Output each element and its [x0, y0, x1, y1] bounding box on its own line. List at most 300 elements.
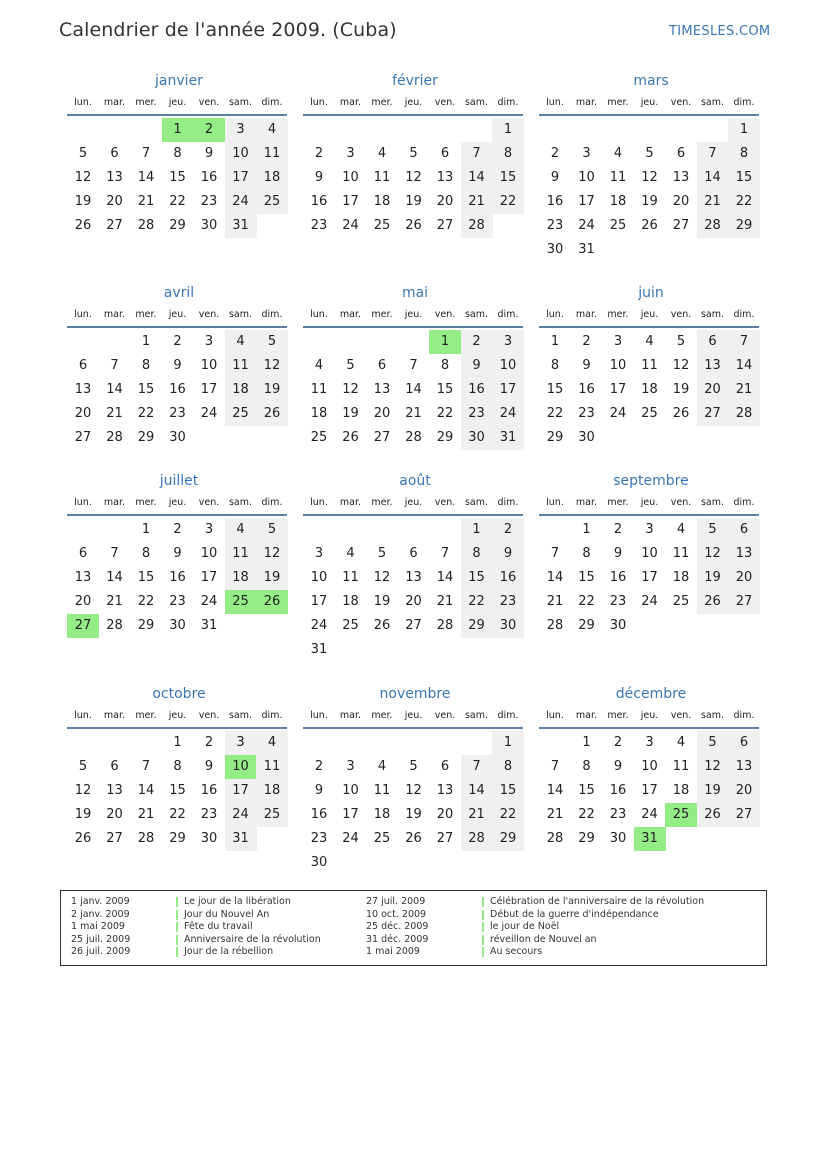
day-cell: 4	[256, 118, 288, 142]
day-cell: 11	[225, 354, 257, 378]
day-cell: 19	[672, 382, 690, 397]
day-cell: 7	[461, 755, 493, 779]
weekday-header: jeu.	[168, 309, 187, 320]
day-cell: 26	[697, 590, 729, 614]
day-cell: 2	[204, 735, 214, 750]
day-cell: 14	[546, 783, 564, 798]
day-cell: 28	[436, 618, 454, 633]
month-name: mai	[401, 285, 429, 301]
weekday-header: jeu.	[404, 710, 423, 721]
day-cell: 16	[609, 783, 627, 798]
day-cell: 3	[225, 731, 257, 755]
day-cell: 2	[173, 522, 182, 537]
day-cell: 13	[74, 382, 92, 397]
day-cell: 23	[200, 194, 218, 209]
month-name: janvier	[155, 73, 203, 89]
legend-holiday-marker	[176, 947, 178, 957]
day-cell: 13	[728, 542, 760, 566]
legend-holiday-name: Le jour de la libération	[184, 896, 291, 907]
weekday-header: mer.	[135, 309, 157, 320]
day-cell: 6	[440, 146, 450, 161]
weekday-header: lun.	[74, 497, 92, 508]
legend-holiday-name: Anniversaire de la révolution	[184, 933, 321, 945]
day-cell: 17	[310, 594, 328, 609]
day-cell: 12	[697, 755, 729, 779]
day-cell: 1	[173, 735, 182, 750]
day-cell: 18	[672, 570, 690, 585]
day-cell: 5	[697, 518, 729, 542]
day-cell: 29	[492, 827, 524, 851]
day-cell: 7	[697, 142, 729, 166]
day-cell: 18	[256, 779, 288, 803]
weekday-header: mar.	[339, 309, 362, 320]
holiday-day-cell: 25	[665, 803, 697, 827]
day-cell: 20	[697, 378, 729, 402]
day-cell: 15	[578, 570, 595, 585]
day-cell: 8	[550, 358, 560, 373]
day-cell: 30	[609, 618, 627, 633]
day-cell: 19	[641, 194, 658, 209]
day-cell: 31	[225, 214, 257, 238]
weekday-header: mar.	[575, 97, 598, 108]
holiday-day-cell: 25	[225, 590, 257, 614]
day-cell: 9	[314, 783, 324, 798]
day-cell: 17	[641, 783, 658, 798]
header-rule	[303, 727, 523, 729]
weekday-header: jeu.	[640, 497, 659, 508]
weekday-header: ven.	[670, 97, 692, 108]
day-cell: 16	[169, 570, 186, 585]
day-cell: 22	[578, 807, 595, 822]
weekday-header: lun.	[310, 497, 328, 508]
day-cell: 19	[74, 807, 92, 822]
day-cell: 24	[225, 803, 257, 827]
day-cell: 15	[728, 166, 760, 190]
weekday-header: jeu.	[640, 309, 659, 320]
day-cell: 26	[641, 218, 658, 233]
day-cell: 7	[461, 142, 493, 166]
weekday-header: mer.	[135, 497, 157, 508]
weekday-header: ven.	[198, 97, 220, 108]
day-cell: 30	[310, 855, 328, 870]
day-cell: 16	[578, 382, 595, 397]
day-cell: 9	[314, 170, 324, 185]
day-cell: 28	[461, 827, 493, 851]
day-cell: 14	[461, 779, 493, 803]
weekday-header: lun.	[546, 710, 564, 721]
day-cell: 13	[405, 570, 422, 585]
day-cell: 20	[106, 807, 123, 822]
day-cell: 7	[440, 546, 450, 561]
weekday-header: dim.	[497, 309, 519, 320]
day-cell: 29	[578, 618, 595, 633]
day-cell: 9	[613, 546, 623, 561]
day-cell: 29	[728, 214, 760, 238]
weekday-header: mar.	[103, 309, 126, 320]
day-cell: 1	[582, 735, 591, 750]
day-cell: 5	[377, 546, 387, 561]
day-cell: 15	[492, 779, 524, 803]
weekday-header: mer.	[607, 97, 629, 108]
weekday-header: mar.	[103, 710, 126, 721]
day-cell: 2	[550, 146, 560, 161]
day-cell: 22	[169, 807, 186, 822]
day-cell: 1	[550, 334, 560, 349]
day-cell: 21	[405, 406, 422, 421]
day-cell: 19	[697, 566, 729, 590]
day-cell: 2	[492, 518, 524, 542]
header-rule	[539, 326, 759, 328]
day-cell: 10	[609, 358, 627, 373]
day-cell: 19	[74, 194, 92, 209]
day-cell: 1	[582, 522, 591, 537]
weekday-header: dim.	[733, 497, 755, 508]
day-cell: 24	[641, 594, 658, 609]
month-name: décembre	[615, 686, 687, 702]
day-cell: 6	[78, 546, 88, 561]
day-cell: 24	[492, 402, 524, 426]
header-rule	[67, 114, 287, 116]
day-cell: 16	[609, 570, 627, 585]
day-cell: 28	[461, 214, 493, 238]
month-name: novembre	[379, 686, 451, 702]
day-cell: 9	[204, 759, 214, 774]
month-name: juin	[638, 285, 664, 301]
weekday-header: sam.	[464, 710, 489, 721]
day-cell: 15	[492, 166, 524, 190]
weekday-header: mar.	[575, 309, 598, 320]
day-cell: 9	[173, 546, 182, 561]
day-cell: 20	[405, 594, 422, 609]
day-cell: 10	[342, 783, 359, 798]
legend-date: 31 déc. 2009	[366, 933, 429, 945]
weekday-header: mer.	[607, 710, 629, 721]
day-cell: 7	[141, 146, 151, 161]
month-name: avril	[163, 285, 195, 301]
month-name: juillet	[159, 473, 199, 489]
day-cell: 31	[492, 426, 524, 450]
weekday-header: dim.	[261, 497, 283, 508]
brand-link[interactable]: TIMESLES.COM	[669, 24, 771, 39]
day-cell: 5	[409, 759, 418, 774]
weekday-header: sam.	[228, 497, 253, 508]
day-cell: 6	[409, 546, 418, 561]
day-cell: 18	[256, 166, 288, 190]
day-cell: 27	[728, 590, 760, 614]
header-rule	[539, 114, 759, 116]
day-cell: 5	[346, 358, 355, 373]
day-cell: 25	[225, 402, 257, 426]
day-cell: 30	[492, 614, 524, 638]
day-cell: 8	[173, 759, 182, 774]
weekday-header: sam.	[228, 97, 253, 108]
day-cell: 25	[256, 190, 288, 214]
month-name: septembre	[613, 473, 689, 489]
day-cell: 4	[613, 146, 623, 161]
day-cell: 26	[405, 218, 422, 233]
weekday-header: lun.	[310, 710, 328, 721]
legend-date: 1 mai 2009	[366, 946, 420, 957]
day-cell: 22	[578, 594, 595, 609]
day-cell: 16	[310, 807, 328, 822]
day-cell: 6	[676, 146, 686, 161]
day-cell: 29	[137, 430, 155, 445]
holiday-day-cell: 1	[162, 118, 194, 142]
weekday-header: sam.	[464, 97, 489, 108]
weekday-header: dim.	[733, 710, 755, 721]
weekday-header: lun.	[546, 309, 564, 320]
day-cell: 1	[728, 118, 760, 142]
day-cell: 30	[461, 426, 493, 450]
day-cell: 18	[225, 378, 257, 402]
legend-holiday-marker	[176, 897, 178, 907]
day-cell: 22	[137, 406, 155, 421]
day-cell: 8	[461, 542, 493, 566]
day-cell: 10	[342, 170, 359, 185]
day-cell: 14	[436, 570, 454, 585]
day-cell: 29	[137, 618, 155, 633]
weekday-header: ven.	[198, 497, 220, 508]
day-cell: 28	[137, 218, 155, 233]
day-cell: 28	[697, 214, 729, 238]
holiday-legend	[60, 890, 767, 966]
day-cell: 5	[256, 330, 288, 354]
day-cell: 4	[377, 759, 387, 774]
weekday-header: lun.	[74, 710, 92, 721]
legend-holiday-name: Jour de la rébellion	[184, 946, 274, 957]
day-cell: 21	[546, 807, 564, 822]
header-rule	[303, 514, 523, 516]
day-cell: 2	[173, 334, 182, 349]
day-cell: 18	[310, 406, 328, 421]
day-cell: 12	[641, 170, 658, 185]
weekday-header: mer.	[371, 497, 393, 508]
weekday-header: sam.	[228, 710, 253, 721]
weekday-header: mer.	[371, 97, 393, 108]
day-cell: 27	[405, 618, 422, 633]
day-cell: 21	[436, 594, 454, 609]
header-rule	[67, 514, 287, 516]
day-cell: 7	[728, 330, 760, 354]
weekday-header: dim.	[261, 97, 283, 108]
day-cell: 21	[461, 803, 493, 827]
day-cell: 10	[641, 546, 658, 561]
day-cell: 23	[200, 807, 218, 822]
day-cell: 30	[200, 831, 218, 846]
month-name: octobre	[152, 686, 206, 702]
day-cell: 21	[697, 190, 729, 214]
day-cell: 4	[225, 518, 257, 542]
weekday-header: dim.	[497, 710, 519, 721]
legend-holiday-name: Jour du Nouvel An	[184, 908, 270, 920]
day-cell: 18	[373, 807, 391, 822]
weekday-header: mar.	[339, 97, 362, 108]
header-rule	[67, 326, 287, 328]
day-cell: 16	[200, 783, 218, 798]
day-cell: 10	[200, 546, 218, 561]
weekday-header: dim.	[733, 309, 755, 320]
day-cell: 24	[200, 594, 218, 609]
day-cell: 15	[461, 566, 493, 590]
day-cell: 23	[169, 406, 186, 421]
header-rule	[303, 114, 523, 116]
weekday-header: dim.	[261, 309, 283, 320]
day-cell: 30	[169, 430, 186, 445]
day-cell: 11	[373, 783, 391, 798]
day-cell: 4	[314, 358, 324, 373]
day-cell: 23	[169, 594, 186, 609]
day-cell: 22	[137, 594, 155, 609]
day-cell: 14	[137, 170, 155, 185]
holiday-day-cell: 27	[67, 614, 99, 638]
day-cell: 12	[342, 382, 359, 397]
day-cell: 5	[676, 334, 686, 349]
day-cell: 8	[728, 142, 760, 166]
day-cell: 4	[346, 546, 355, 561]
day-cell: 26	[405, 831, 422, 846]
day-cell: 28	[546, 618, 564, 633]
day-cell: 24	[342, 218, 359, 233]
day-cell: 11	[225, 542, 257, 566]
day-cell: 14	[106, 570, 123, 585]
day-cell: 8	[492, 142, 524, 166]
day-cell: 1	[492, 118, 524, 142]
day-cell: 26	[256, 402, 288, 426]
day-cell: 25	[373, 218, 391, 233]
day-cell: 15	[137, 382, 155, 397]
legend-holiday-marker	[176, 922, 178, 932]
day-cell: 3	[204, 334, 214, 349]
day-cell: 12	[405, 783, 422, 798]
day-cell: 7	[110, 546, 119, 561]
day-cell: 3	[314, 546, 324, 561]
weekday-header: sam.	[700, 309, 725, 320]
day-cell: 19	[697, 779, 729, 803]
day-cell: 16	[310, 194, 328, 209]
day-cell: 15	[169, 783, 186, 798]
day-cell: 24	[641, 807, 658, 822]
month-name: mars	[633, 73, 669, 89]
day-cell: 18	[225, 566, 257, 590]
day-cell: 17	[200, 382, 218, 397]
day-cell: 29	[169, 218, 186, 233]
day-cell: 10	[641, 759, 658, 774]
day-cell: 14	[461, 166, 493, 190]
day-cell: 25	[256, 803, 288, 827]
day-cell: 27	[106, 218, 123, 233]
day-cell: 27	[106, 831, 123, 846]
day-cell: 12	[256, 542, 288, 566]
legend-holiday-marker	[482, 910, 484, 920]
day-cell: 8	[173, 146, 182, 161]
day-cell: 31	[310, 642, 328, 657]
weekday-header: ven.	[198, 309, 220, 320]
day-cell: 6	[728, 518, 760, 542]
day-cell: 17	[342, 807, 359, 822]
day-cell: 10	[200, 358, 218, 373]
day-cell: 6	[110, 146, 119, 161]
day-cell: 17	[200, 570, 218, 585]
legend-holiday-marker	[482, 947, 484, 957]
day-cell: 14	[697, 166, 729, 190]
day-cell: 15	[546, 382, 564, 397]
day-cell: 17	[641, 570, 658, 585]
day-cell: 21	[137, 194, 155, 209]
holiday-day-cell: 1	[429, 330, 461, 354]
day-cell: 11	[641, 358, 658, 373]
weekday-header: ven.	[198, 710, 220, 721]
day-cell: 26	[697, 803, 729, 827]
day-cell: 30	[169, 618, 186, 633]
day-cell: 10	[492, 354, 524, 378]
weekday-header: ven.	[434, 309, 456, 320]
day-cell: 5	[697, 731, 729, 755]
day-cell: 2	[613, 522, 623, 537]
legend-holiday-name: Fête du travail	[184, 921, 253, 932]
day-cell: 27	[436, 831, 454, 846]
day-cell: 11	[672, 546, 690, 561]
day-cell: 27	[373, 430, 391, 445]
holiday-day-cell: 2	[193, 118, 225, 142]
day-cell: 4	[676, 735, 686, 750]
day-cell: 11	[310, 382, 328, 397]
day-cell: 8	[582, 759, 591, 774]
day-cell: 16	[492, 566, 524, 590]
day-cell: 5	[78, 759, 88, 774]
weekday-header: mer.	[135, 710, 157, 721]
day-cell: 6	[110, 759, 119, 774]
weekday-header: jeu.	[168, 497, 187, 508]
legend-date: 25 juil. 2009	[71, 933, 131, 945]
weekday-header: lun.	[74, 309, 92, 320]
day-cell: 22	[492, 803, 524, 827]
day-cell: 31	[200, 618, 218, 633]
day-cell: 26	[74, 831, 92, 846]
day-cell: 6	[728, 731, 760, 755]
day-cell: 13	[106, 783, 123, 798]
month-name: février	[392, 73, 438, 89]
day-cell: 6	[377, 358, 387, 373]
weekday-header: mar.	[103, 497, 126, 508]
day-cell: 1	[141, 334, 151, 349]
header-rule	[539, 514, 759, 516]
day-cell: 3	[645, 522, 654, 537]
weekday-header: mer.	[371, 309, 393, 320]
day-cell: 12	[672, 358, 690, 373]
day-cell: 27	[436, 218, 454, 233]
day-cell: 4	[256, 731, 288, 755]
weekday-header: mer.	[607, 497, 629, 508]
day-cell: 28	[405, 430, 422, 445]
day-cell: 18	[373, 194, 391, 209]
day-cell: 20	[728, 566, 760, 590]
day-cell: 15	[169, 170, 186, 185]
header-rule	[67, 727, 287, 729]
weekday-header: mer.	[371, 710, 393, 721]
weekday-header: dim.	[497, 97, 519, 108]
day-cell: 14	[405, 382, 422, 397]
legend-holiday-name: Célébration de l'anniversaire de la révolution	[490, 896, 705, 907]
day-cell: 22	[436, 406, 454, 421]
legend-holiday-name: Début de la guerre d'indépendance	[490, 908, 659, 920]
legend-date: 26 juil. 2009	[71, 946, 131, 957]
day-cell: 1	[492, 731, 524, 755]
day-cell: 2	[582, 334, 591, 349]
day-cell: 25	[641, 406, 658, 421]
day-cell: 12	[74, 170, 92, 185]
day-cell: 3	[346, 759, 355, 774]
day-cell: 11	[256, 142, 288, 166]
